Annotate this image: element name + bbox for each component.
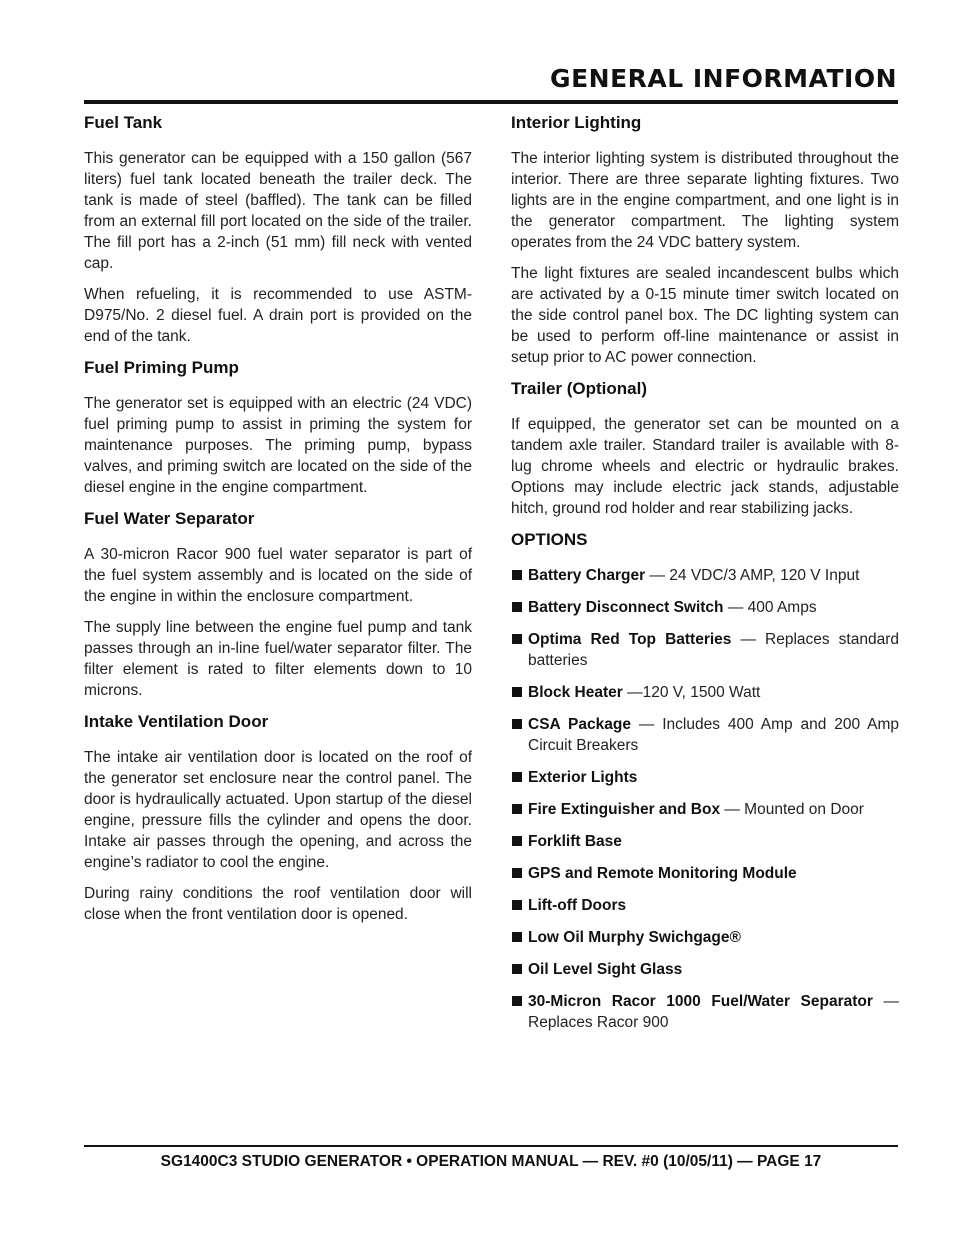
section-heading: Trailer (Optional) xyxy=(511,379,648,398)
paragraph: A 30-micron Racor 900 fuel water separator is part of the fuel system assembly and is located on the side of the engine in within the enclosure compartment. xyxy=(84,546,472,605)
square-bullet-icon xyxy=(512,900,522,910)
option-item xyxy=(511,799,899,820)
section-heading: Interior Lighting xyxy=(511,113,642,132)
option-name: Lift-off Doors xyxy=(528,897,627,914)
section-interior-lighting xyxy=(511,112,899,368)
option-item xyxy=(511,629,899,671)
square-bullet-icon xyxy=(512,570,522,580)
paragraph: This generator can be equipped with a 150 gallon (567 liters) fuel tank located beneath the trailer deck. The tank is made of steel (baffled). The tank can be filled from an external fill port located on the side of the trailer. The fill port has a 2-inch (51 mm) fill neck with vented cap. xyxy=(84,150,472,272)
options-heading: OPTIONS xyxy=(511,530,588,549)
option-name: Battery Disconnect Switch xyxy=(528,599,724,616)
option-name: Battery Charger xyxy=(528,567,646,584)
paragraph: The interior lighting system is distributed throughout the interior. There are three separate lighting fixtures. Two lights are in the engine compartment, and one light is in the generator compartment. The lighting system operates from the 24 VDC battery system. xyxy=(511,150,899,251)
option-description: —120 V, 1500 Watt xyxy=(622,684,761,701)
square-bullet-icon xyxy=(512,836,522,846)
square-bullet-icon xyxy=(512,868,522,878)
section-options xyxy=(511,529,899,1033)
option-description: — 400 Amps xyxy=(723,599,817,616)
section-heading: Fuel Priming Pump xyxy=(84,358,239,377)
section-intake-ventilation-door xyxy=(84,711,472,925)
option-item xyxy=(511,831,899,852)
option-name: Low Oil Murphy Swichgage® xyxy=(528,929,741,946)
option-name: 30-Micron Racor 1000 Fuel/Water Separator xyxy=(528,993,873,1010)
option-name: Exterior Lights xyxy=(528,769,638,786)
paragraph: The supply line between the engine fuel pump and tank passes through an in-line fuel/water separator filter. The filter element is rated to filter elements down to 10 microns. xyxy=(84,619,472,699)
square-bullet-icon xyxy=(512,804,522,814)
option-item xyxy=(511,863,899,884)
option-item xyxy=(511,927,899,948)
section-trailer xyxy=(511,378,899,519)
option-name: Fire Extinguisher and Box xyxy=(528,801,721,818)
section-fuel-water-separator xyxy=(84,508,472,701)
option-item xyxy=(511,959,899,980)
paragraph: The intake air ventilation door is located on the roof of the generator set enclosure near the control panel. The door is hydraulically actuated. Upon startup of the diesel engine, pressure fills the cylinder and opens the door. Intake air passes through the opening, and across the engine’s radiator to cool the engine. xyxy=(84,749,472,871)
option-item xyxy=(511,895,899,916)
paragraph: The light fixtures are sealed incandescent bulbs which are activated by a 0-15 minute timer switch located on the side control panel box. The DC lighting system can be used to perform off-line maintenance or assist in setup prior to AC power connection. xyxy=(511,265,899,366)
square-bullet-icon xyxy=(512,634,522,644)
option-name: GPS and Remote Monitoring Module xyxy=(528,865,797,882)
option-name: Forklift Base xyxy=(528,833,622,850)
option-item xyxy=(511,565,899,586)
paragraph: The generator set is equipped with an electric (24 VDC) fuel priming pump to assist in priming the system for maintenance purposes. The priming pump, bypass valves, and priming switch are located on the side of the diesel engine in the engine compartment. xyxy=(84,395,472,496)
footer-rule xyxy=(84,1145,898,1147)
square-bullet-icon xyxy=(512,932,522,942)
left-column xyxy=(84,112,472,935)
option-description: — 24 VDC/3 AMP, 120 V Input xyxy=(645,567,860,584)
option-item xyxy=(511,597,899,618)
square-bullet-icon xyxy=(512,719,522,729)
paragraph: When refueling, it is recommended to use ASTM-D975/No. 2 diesel fuel. A drain port is provided on the end of the tank. xyxy=(84,286,472,345)
paragraph: If equipped, the generator set can be mounted on a tandem axle trailer. Standard trailer is available with 8-lug chrome wheels and electric or hydraulic brakes. Options may include electric jack stands, adjustable hitch, ground rod holder and rear stabilizing jacks. xyxy=(511,416,899,517)
right-column xyxy=(511,112,899,1044)
option-description: — Replaces standard batteries xyxy=(528,631,900,669)
square-bullet-icon xyxy=(512,996,522,1006)
option-item xyxy=(511,682,899,703)
square-bullet-icon xyxy=(512,687,522,697)
options-list xyxy=(511,565,899,1033)
option-description: — Replaces Racor 900 xyxy=(528,993,899,1031)
square-bullet-icon xyxy=(512,602,522,612)
page-footer: SG1400C3 STUDIO GENERATOR • OPERATION MANUAL — REV. #0 (10/05/11) — PAGE 17 xyxy=(160,1153,822,1170)
option-name: Block Heater xyxy=(528,684,623,701)
option-item xyxy=(511,991,899,1033)
option-description: — Includes 400 Amp and 200 Amp Circuit Breakers xyxy=(528,716,899,754)
square-bullet-icon xyxy=(512,964,522,974)
square-bullet-icon xyxy=(512,772,522,782)
option-name: Oil Level Sight Glass xyxy=(528,961,683,978)
option-name: Optima Red Top Batteries xyxy=(528,631,732,648)
page-title: GENERAL INFORMATION xyxy=(550,64,897,93)
option-description: — Mounted on Door xyxy=(720,801,864,818)
option-item xyxy=(511,714,899,756)
header-rule xyxy=(84,100,898,104)
paragraph: During rainy conditions the roof ventilation door will close when the front ventilation door is opened. xyxy=(84,885,472,923)
section-heading: Intake Ventilation Door xyxy=(84,712,269,731)
section-fuel-priming-pump xyxy=(84,357,472,498)
section-fuel-tank xyxy=(84,112,472,347)
section-heading: Fuel Water Separator xyxy=(84,509,255,528)
option-name: CSA Package xyxy=(528,716,631,733)
section-heading: Fuel Tank xyxy=(84,113,163,132)
option-item xyxy=(511,767,899,788)
